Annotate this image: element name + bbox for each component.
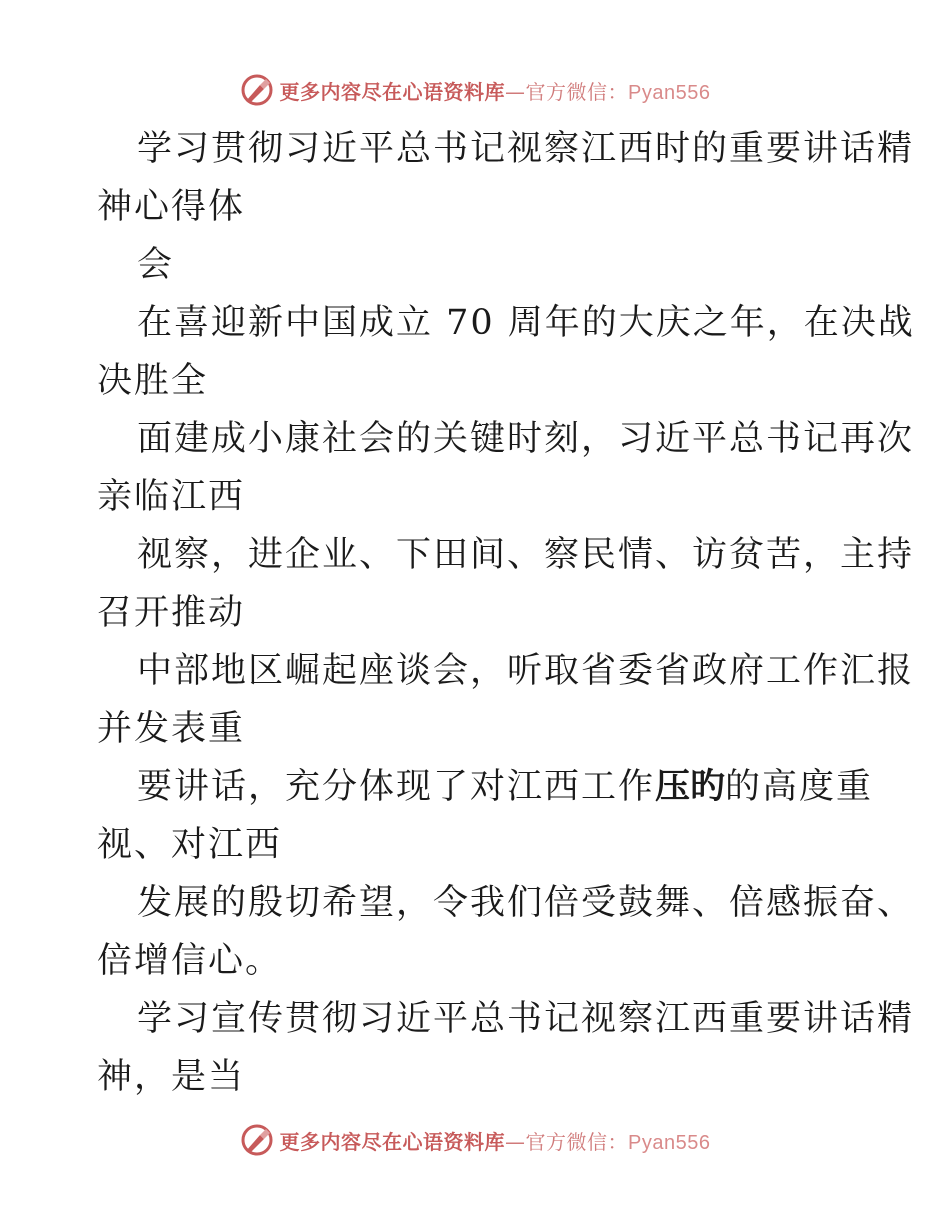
banner-dash: —: [505, 1129, 526, 1154]
banner-label: 官方微信：: [525, 1129, 629, 1154]
text-line: 神心得体: [97, 187, 246, 227]
text-line: 视、对江西: [97, 825, 283, 865]
banner-main-text: 更多内容尽在心语资料库: [279, 79, 506, 104]
text-line: 发展的殷切希望，令我们倍受鼓舞、倍感振奋、: [137, 883, 915, 923]
text-line: 中部地区崛起座谈会，听取省委省政府工作汇报: [137, 651, 915, 691]
text-line: 面建成小康社会的关键时刻，习近平总书记再次: [137, 419, 915, 459]
text-line: 并发表重: [97, 709, 246, 749]
text-segment: 的高度重: [725, 767, 874, 807]
text-line: 视察，进企业、下田间、察民情、访贫苦，主持: [137, 535, 915, 575]
text-line: 在喜迎新中国成立 70 周年的大庆之年，在决战: [137, 303, 915, 343]
text-line: 神，是当: [97, 1057, 246, 1097]
text-line-mixed: [97, 758, 874, 816]
banner-wechat-id: Pyan556: [628, 1131, 711, 1154]
pen-logo-icon: [240, 1123, 274, 1157]
text-line: 学习贯彻习近平总书记视察江西时的重要讲话精: [137, 129, 915, 169]
banner-dash: —: [505, 79, 526, 104]
text-line: 亲临江西: [97, 477, 246, 517]
header-banner: [0, 70, 950, 110]
banner-label: 官方微信：: [525, 79, 629, 104]
document-body: [97, 120, 915, 1106]
text-line: 学习宣传贯彻习近平总书记视察江西重要讲话精: [137, 999, 915, 1039]
pen-logo-icon: [240, 73, 274, 107]
banner-text: [280, 1126, 711, 1155]
banner-text: [280, 76, 711, 105]
footer-banner: [0, 1120, 950, 1160]
banner-wechat-id: Pyan556: [628, 81, 711, 104]
text-line: 召开推动: [97, 593, 246, 633]
text-line: 倍增信心。: [97, 941, 283, 981]
text-line: 决胜全: [97, 361, 209, 401]
text-line: 会: [137, 245, 175, 285]
banner-main-text: 更多内容尽在心语资料库: [279, 1129, 506, 1154]
text-segment-bold: 压旳: [655, 767, 726, 807]
text-segment: 要讲话，充分体现了对江西工作: [137, 767, 656, 807]
